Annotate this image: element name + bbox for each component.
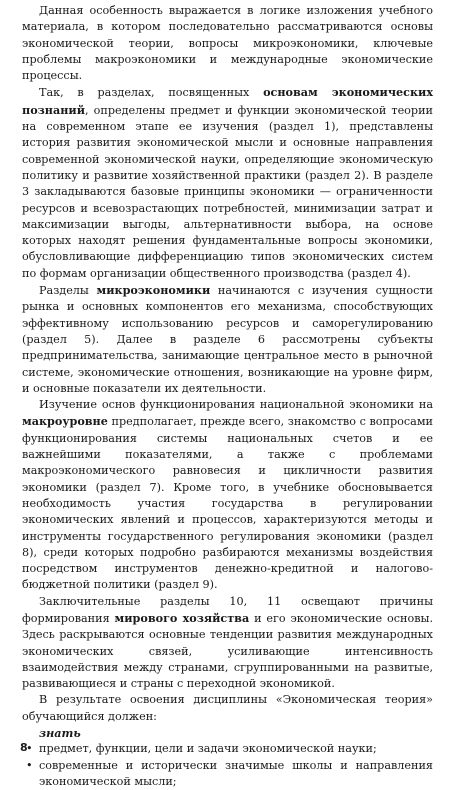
bullet-item xyxy=(22,741,433,757)
paragraph-intro: Данная особенность выражается в логике изложения учебного материала, в котором последовательно рассматриваются основы экономической теории, вопросы микроэкономики, ключевые проблемы макроэкономики и международные экономические процессы. xyxy=(22,4,433,83)
page-number: 8 xyxy=(20,741,28,754)
bold-term: микроэкономики xyxy=(96,283,211,298)
bullet-text: предмет, функции, цели и задачи экономической науки; xyxy=(39,742,377,756)
know-heading: знать xyxy=(39,726,81,741)
paragraph-macroeconomics xyxy=(22,397,433,594)
paragraph-text: Разделы xyxy=(39,284,97,298)
bullet-item xyxy=(22,758,433,790)
bullet-icon: • xyxy=(26,758,33,772)
paragraph-text: предполагает, прежде всего, знакомство с вопросами функционирования системы национальных счетов и ее важнейшими показателями, а также с проблемами макроэкономического равновесия и цикличности развития экономики (раздел 7). Кроме того, в учебнике обосновывается необходимость участия государства в регулировании экономических явлений и процессов, характеризуются методы и инструменты государственного регулирования экономики (раздел 8), среди которых подробно разбираются механизмы воздействия посредством инструментов денежно-кредитной и налогово-бюджетной политики (раздел 9). xyxy=(22,415,433,592)
bold-term: макроуровне xyxy=(22,414,108,429)
paragraph-text: начинаются с изучения сущности рынка и основных компонентов его механизма, способствующих эффективному использованию ресурсов и саморегулированию (раздел 5). Далее в разделе 6 рассмотрены субъекты предпринимательства, занимающие центральное место в рыночной системе, экономические отношения, возникающие на уровне фирм, и основные показатели их деятельности. xyxy=(22,284,433,395)
bullet-icon: • xyxy=(26,742,33,756)
paragraph-text: , определены предмет и функции экономической теории на современном этапе ее изучения (раздел 1), представлены история развития экономической мысли и основные направления современной экономической науки, определяющие экономическую политику и развитие хозяйственной практики (раздел 2). В разделе 3 закладываются базовые принципы экономики — ограниченности ресурсов и всевозрастающих потребностей, минимизации затрат и максимизации выгоды, альтернативности выбора, на основе которых находят решения фундаментальные вопросы экономики, обусловливающие дифференциацию типов экономических систем по формам организации общественного производства (раздел 4). xyxy=(22,103,433,280)
bullet-text: современные и исторически значимые школы и направления экономической мысли; xyxy=(39,758,433,788)
paragraph-outcomes: В результате освоения дисциплины «Экономическая теория» обучающийся должен: xyxy=(22,693,433,723)
bold-term: основам экономических познаний xyxy=(22,85,434,117)
paragraph-text: Заключительные разделы 10, 11 освещают причины формирования xyxy=(22,594,433,625)
paragraph-foundations xyxy=(22,84,433,282)
paragraph-text: Изучение основ функционирования национальной экономики на xyxy=(39,398,433,412)
bold-term: мирового хозяйства xyxy=(114,610,250,625)
paragraph-world-economy xyxy=(22,594,433,693)
paragraph-text: Так, в разделах, посвященных xyxy=(39,86,264,100)
page-text xyxy=(22,3,433,790)
paragraph-microeconomics xyxy=(22,282,433,397)
paragraph-text: и его экономические основы. Здесь раскрываются основные тенденции развития международных экономических связей, усиливающие интенсивность взаимодействия между странами, сгруппированными на развитые, развивающиеся и страны с переходной экономикой. xyxy=(22,611,433,691)
